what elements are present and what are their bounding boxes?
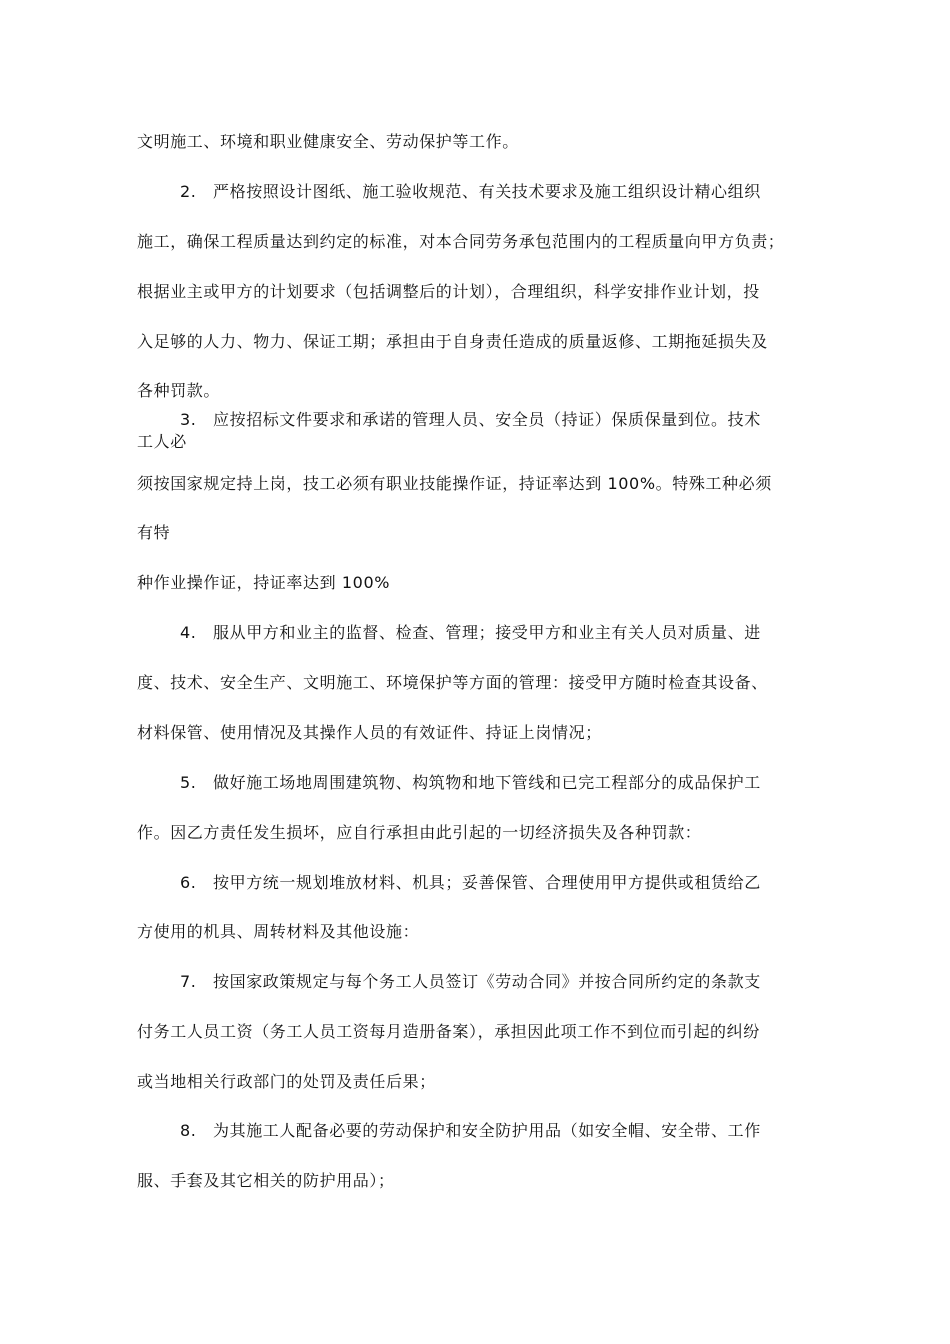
text-line: 各种罚款。 xyxy=(137,381,221,400)
text-line: 工人必 xyxy=(137,432,187,451)
list-item-4: 4. 服从甲方和业主的监督、检查、管理；接受甲方和业主有关人员对质量、进 xyxy=(180,623,761,642)
text-line: 入足够的人力、物力、保证工期；承担由于自身责任造成的质量返修、工期拖延损失及 xyxy=(137,332,768,351)
text-line: 施工，确保工程质量达到约定的标准，对本合同劳务承包范围内的工程质量向甲方负责； xyxy=(137,232,785,251)
item-number: 4. xyxy=(180,623,197,642)
text-line: 文明施工、环境和职业健康安全、劳动保护等工作。 xyxy=(137,132,519,151)
text-line: 作。因乙方责任发生损坏，应自行承担由此引起的一切经济损失及各种罚款： xyxy=(137,823,702,842)
list-item-7: 7. 按国家政策规定与每个务工人员签订《劳动合同》并按合同所约定的条款支 xyxy=(180,972,761,991)
list-item-6: 6. 按甲方统一规划堆放材料、机具；妥善保管、合理使用甲方提供或租赁给乙 xyxy=(180,873,761,892)
list-item-8: 8. 为其施工人配备必要的劳动保护和安全防护用品（如安全帽、安全带、工作 xyxy=(180,1121,761,1140)
item-number: 5. xyxy=(180,773,197,792)
text-line: 根据业主或甲方的计划要求（包括调整后的计划），合理组织，科学安排作业计划，投 xyxy=(137,282,760,301)
item-number: 8. xyxy=(180,1121,197,1140)
list-item-3: 3. 应按招标文件要求和承诺的管理人员、安全员（持证）保质保量到位。技术 xyxy=(180,410,761,429)
item-number: 3. xyxy=(180,410,197,429)
text-line: 付务工人员工资（务工人员工资每月造册备案），承担因此项工作不到位而引起的纠纷 xyxy=(137,1022,760,1041)
list-item-2: 2. 严格按照设计图纸、施工验收规范、有关技术要求及施工组织设计精心组织 xyxy=(180,182,761,201)
text-line: 材料保管、使用情况及其操作人员的有效证件、持证上岗情况； xyxy=(137,723,602,742)
text-line: 须按国家规定持上岗，技工必须有职业技能操作证，持证率达到 100%。特殊工种必须 xyxy=(137,474,772,493)
item-number: 2. xyxy=(180,182,197,201)
text-line: 种作业操作证，持证率达到 100% xyxy=(137,573,391,592)
text-line: 服、手套及其它相关的防护用品）； xyxy=(137,1171,395,1190)
text-line: 度、技术、安全生产、文明施工、环境保护等方面的管理：接受甲方随时检查其设备、 xyxy=(137,673,768,692)
text-line: 方使用的机具、周转材料及其他设施： xyxy=(137,922,420,941)
text-line: 有特 xyxy=(137,523,171,542)
item-number: 6. xyxy=(180,873,197,892)
item-number: 7. xyxy=(180,972,197,991)
text-line: 或当地相关行政部门的处罚及责任后果； xyxy=(137,1072,436,1091)
list-item-5: 5. 做好施工场地周围建筑物、构筑物和地下管线和已完工程部分的成品保护工 xyxy=(180,773,761,792)
